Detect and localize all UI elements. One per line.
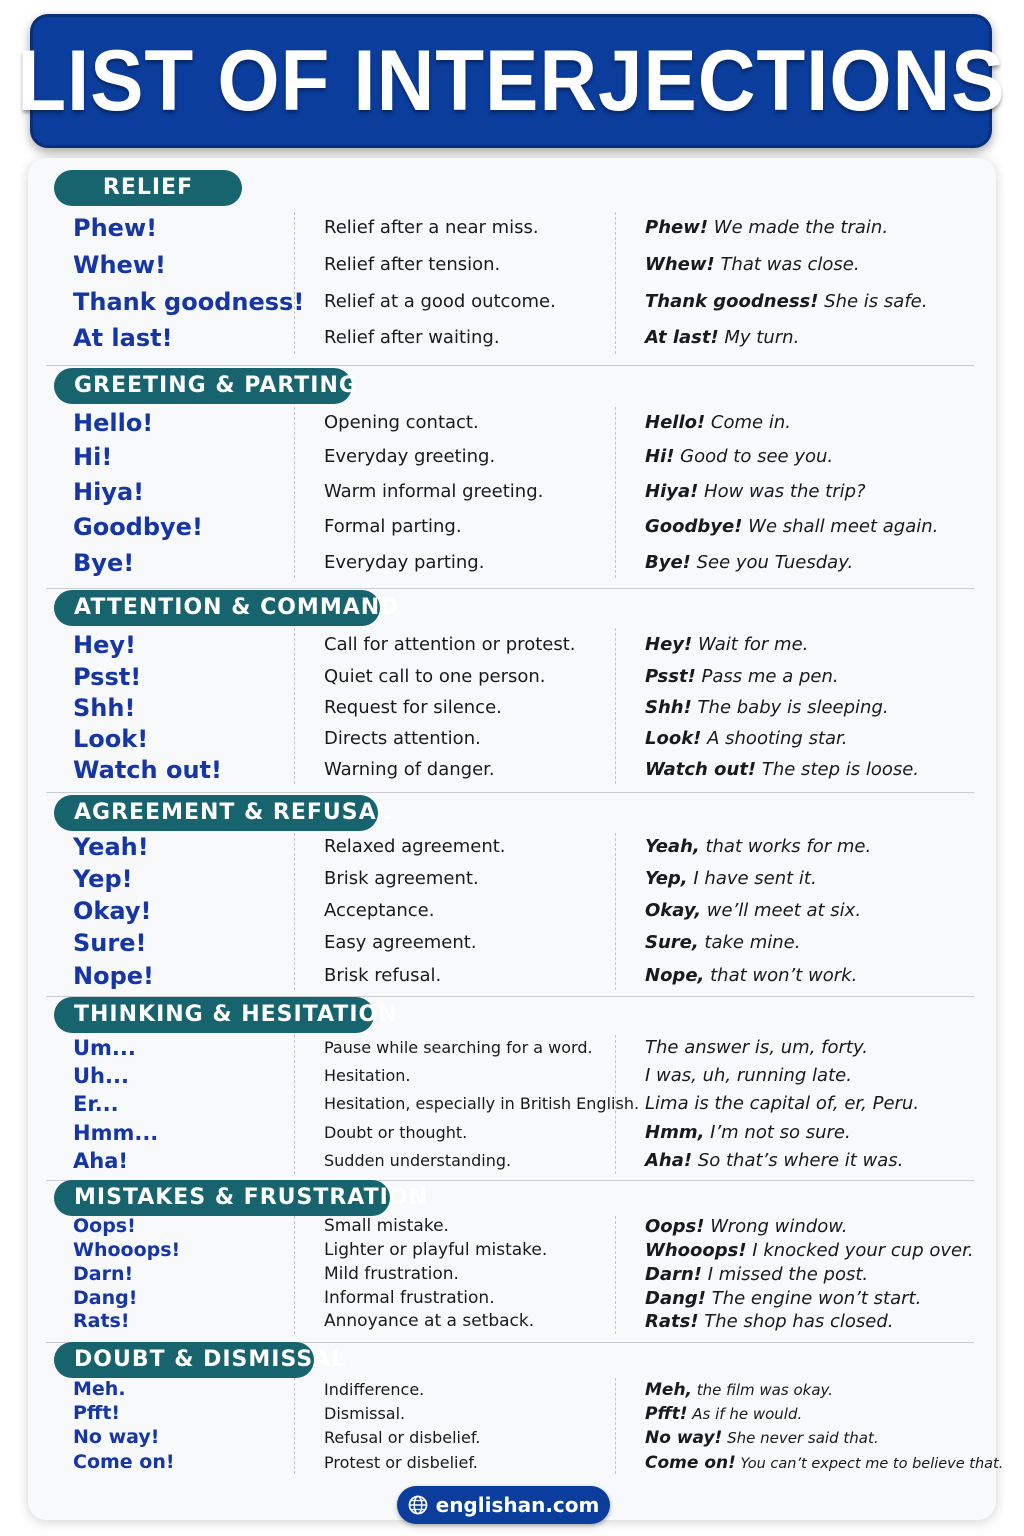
interjection-example — [645, 634, 808, 657]
example-text: Pass me a pen. — [695, 665, 839, 687]
example-keyword: Whew! — [645, 253, 715, 275]
interjection-meaning: Everyday parting. — [324, 551, 485, 573]
example-keyword: Watch out! — [645, 758, 757, 780]
interjection-word: Dang! — [73, 1287, 138, 1310]
interjection-word: Come on! — [73, 1451, 175, 1474]
column-divider — [615, 1216, 616, 1334]
column-divider — [615, 1378, 616, 1474]
example-text: My turn. — [718, 326, 800, 348]
interjection-meaning: Relief after tension. — [324, 253, 501, 275]
interjection-meaning: Brisk refusal. — [324, 964, 442, 986]
interjection-word: Pfft! — [73, 1402, 121, 1425]
interjection-example — [645, 327, 799, 350]
example-keyword: Hello! — [645, 411, 706, 433]
interjection-word: No way! — [73, 1426, 160, 1449]
interjection-word: Thank goodness! — [73, 288, 305, 317]
example-text: that works for me. — [699, 835, 872, 857]
example-text: We made the train. — [708, 216, 889, 238]
example-text: The shop has closed. — [698, 1310, 894, 1332]
example-keyword: Aha! — [645, 1149, 693, 1171]
interjection-word: Rats! — [73, 1310, 130, 1333]
section-heading: GREETING & PARTING — [54, 368, 352, 404]
section-separator — [46, 365, 974, 366]
example-text: The step is loose. — [756, 758, 920, 780]
interjection-meaning: Hesitation. — [324, 1066, 411, 1086]
interjection-example — [645, 412, 791, 435]
interjection-example — [645, 900, 861, 923]
interjection-meaning: Indifference. — [324, 1380, 425, 1400]
page-title: LIST OF INTERJECTIONS — [16, 32, 1006, 129]
example-text: Lima is the capital of, er, Peru. — [645, 1092, 920, 1114]
interjection-example — [645, 1240, 974, 1263]
interjection-word: Sure! — [73, 929, 147, 958]
interjection-word: Okay! — [73, 897, 152, 926]
interjection-example — [645, 965, 857, 988]
example-keyword: Shh! — [645, 696, 692, 718]
example-keyword: Whooops! — [645, 1239, 747, 1261]
example-text: We shall meet again. — [742, 515, 939, 537]
interjection-meaning: Call for attention or protest. — [324, 633, 576, 655]
section-separator — [46, 792, 974, 793]
interjection-word: Whooops! — [73, 1239, 181, 1262]
example-text: A shooting star. — [701, 727, 848, 749]
interjection-meaning: Doubt or thought. — [324, 1123, 468, 1143]
example-keyword: Nope, — [645, 964, 705, 986]
example-text: The engine won’t start. — [706, 1287, 922, 1309]
interjection-meaning: Opening contact. — [324, 411, 479, 433]
interjection-word: Look! — [73, 725, 149, 754]
interjection-word: Meh. — [73, 1378, 126, 1401]
example-keyword: Hiya! — [645, 480, 699, 502]
interjection-word: Um... — [73, 1035, 136, 1060]
section-heading: RELIEF — [54, 170, 242, 206]
example-text: See you Tuesday. — [690, 551, 854, 573]
interjection-example — [645, 1380, 833, 1400]
interjection-word: Aha! — [73, 1148, 128, 1173]
interjection-meaning: Everyday greeting. — [324, 445, 496, 467]
interjection-meaning: Relief at a good outcome. — [324, 290, 556, 312]
interjection-meaning: Relief after waiting. — [324, 326, 500, 348]
footer-site-link[interactable]: englishan.com — [435, 1493, 600, 1517]
interjection-meaning: Relaxed agreement. — [324, 835, 506, 857]
globe-icon — [408, 1495, 428, 1515]
column-divider — [294, 212, 295, 354]
interjection-example — [645, 1404, 802, 1424]
example-text: I missed the post. — [702, 1263, 869, 1285]
column-divider — [294, 628, 295, 784]
example-text: So that’s where it was. — [692, 1149, 904, 1171]
example-keyword: Oops! — [645, 1215, 705, 1237]
interjection-meaning: Request for silence. — [324, 696, 502, 718]
interjection-meaning: Dismissal. — [324, 1404, 406, 1424]
example-keyword: Yep, — [645, 867, 688, 889]
interjection-meaning: Sudden understanding. — [324, 1151, 512, 1171]
section-separator — [46, 588, 974, 589]
interjection-example — [645, 1428, 879, 1448]
example-keyword: Darn! — [645, 1263, 702, 1285]
interjection-example — [645, 868, 817, 891]
interjection-example — [645, 836, 871, 859]
interjection-word: Darn! — [73, 1263, 134, 1286]
example-text: The baby is sleeping. — [691, 696, 889, 718]
interjection-meaning: Brisk agreement. — [324, 867, 479, 889]
example-keyword: Meh, — [645, 1380, 693, 1401]
example-text: we’ll meet at six. — [701, 899, 862, 921]
example-keyword: No way! — [645, 1428, 723, 1449]
example-keyword: Goodbye! — [645, 515, 743, 537]
example-text: The answer is, um, forty. — [645, 1036, 868, 1058]
example-text: take mine. — [698, 931, 801, 953]
interjection-example — [645, 1311, 893, 1334]
interjection-example — [645, 1037, 868, 1060]
interjection-word: Er... — [73, 1091, 119, 1116]
interjection-word: Hi! — [73, 443, 113, 472]
example-keyword: Okay, — [645, 899, 702, 921]
interjection-meaning: Informal frustration. — [324, 1288, 495, 1309]
interjection-word: Hmm... — [73, 1120, 159, 1145]
interjection-example — [645, 552, 853, 575]
interjection-meaning: Annoyance at a setback. — [324, 1311, 535, 1332]
interjection-word: Goodbye! — [73, 513, 203, 542]
interjection-word: Hiya! — [73, 478, 145, 507]
interjection-word: Uh... — [73, 1063, 129, 1088]
example-text: She never said that. — [722, 1429, 879, 1448]
example-keyword: Psst! — [645, 665, 696, 687]
example-keyword: Look! — [645, 727, 702, 749]
interjection-word: Nope! — [73, 962, 154, 991]
interjection-meaning: Directs attention. — [324, 727, 481, 749]
example-keyword: At last! — [645, 326, 719, 348]
interjection-example — [645, 759, 919, 782]
interjection-example — [645, 1288, 921, 1311]
interjection-example — [645, 217, 888, 240]
column-divider — [294, 1216, 295, 1334]
interjection-word: Watch out! — [73, 756, 222, 785]
interjection-meaning: Small mistake. — [324, 1216, 449, 1237]
interjection-example — [645, 666, 839, 689]
interjection-word: Yep! — [73, 865, 133, 894]
example-text: I’m not so sure. — [704, 1121, 851, 1143]
interjection-example — [645, 291, 927, 314]
column-divider — [294, 407, 295, 578]
interjection-example — [645, 1150, 903, 1173]
example-text: Wrong window. — [704, 1215, 848, 1237]
example-text: She is safe. — [818, 290, 928, 312]
column-divider — [294, 1378, 295, 1474]
interjection-example — [645, 1264, 868, 1287]
example-keyword: Yeah, — [645, 835, 700, 857]
example-keyword: Bye! — [645, 551, 691, 573]
interjection-meaning: Warning of danger. — [324, 758, 495, 780]
example-text: Wait for me. — [692, 633, 809, 655]
example-text: You can’t expect me to believe that. — [735, 1456, 1004, 1473]
interjection-meaning: Lighter or playful mistake. — [324, 1240, 548, 1261]
example-text: I knocked your cup over. — [746, 1239, 974, 1261]
interjection-word: Psst! — [73, 663, 142, 692]
example-text: That was close. — [714, 253, 860, 275]
column-divider — [615, 407, 616, 578]
example-text: the film was okay. — [692, 1381, 833, 1400]
interjection-example — [645, 1453, 1003, 1474]
column-divider — [294, 1035, 295, 1174]
example-keyword: Hey! — [645, 633, 693, 655]
interjection-example — [645, 1216, 848, 1239]
interjection-word: Shh! — [73, 694, 136, 723]
title-banner — [16, 14, 1006, 148]
column-divider — [294, 833, 295, 990]
interjection-meaning: Refusal or disbelief. — [324, 1428, 481, 1448]
section-heading: MISTAKES & FRUSTRATION — [54, 1180, 390, 1216]
interjection-word: Hello! — [73, 409, 154, 438]
example-keyword: Thank goodness! — [645, 290, 819, 312]
example-text: that won’t work. — [704, 964, 858, 986]
interjection-example — [645, 1093, 919, 1116]
section-heading: AGREEMENT & REFUSAL — [54, 795, 378, 831]
section-heading: ATTENTION & COMMAND — [54, 590, 380, 626]
interjection-example — [645, 697, 889, 720]
interjection-example — [645, 516, 938, 539]
interjection-example — [645, 254, 860, 277]
footer-badge[interactable] — [397, 1486, 610, 1524]
interjection-word: Bye! — [73, 549, 135, 578]
column-divider — [615, 833, 616, 990]
example-keyword: Rats! — [645, 1310, 699, 1332]
example-text: I was, uh, running late. — [645, 1064, 852, 1086]
example-text: I have sent it. — [687, 867, 817, 889]
interjection-word: Phew! — [73, 214, 158, 243]
interjection-meaning: Warm informal greeting. — [324, 480, 544, 502]
example-keyword: Hi! — [645, 445, 675, 467]
interjection-meaning: Acceptance. — [324, 899, 435, 921]
example-keyword: Dang! — [645, 1287, 706, 1309]
column-divider — [615, 628, 616, 784]
interjection-example — [645, 481, 866, 504]
interjection-word: At last! — [73, 324, 173, 353]
interjection-meaning: Mild frustration. — [324, 1264, 459, 1285]
section-heading: THINKING & HESITATION — [54, 997, 374, 1033]
interjection-meaning: Quiet call to one person. — [324, 665, 546, 687]
interjection-example — [645, 1122, 851, 1145]
interjection-meaning: Easy agreement. — [324, 931, 477, 953]
example-text: Good to see you. — [674, 445, 834, 467]
example-keyword: Come on! — [645, 1453, 736, 1474]
interjection-meaning: Relief after a near miss. — [324, 216, 539, 238]
interjection-meaning: Hesitation, especially in British English. — [324, 1094, 640, 1114]
interjection-example — [645, 446, 833, 469]
section-heading: DOUBT & DISMISSAL — [54, 1342, 314, 1378]
interjection-word: Yeah! — [73, 833, 149, 862]
column-divider — [615, 212, 616, 354]
interjection-word: Oops! — [73, 1215, 136, 1238]
example-keyword: Phew! — [645, 216, 709, 238]
interjection-example — [645, 932, 800, 955]
interjection-word: Hey! — [73, 631, 136, 660]
example-keyword: Sure, — [645, 931, 699, 953]
interjection-example — [645, 728, 848, 751]
example-text: How was the trip? — [698, 480, 866, 502]
interjection-example — [645, 1065, 852, 1088]
interjection-meaning: Protest or disbelief. — [324, 1453, 478, 1473]
interjection-word: Whew! — [73, 251, 166, 280]
example-text: As if he would. — [687, 1405, 803, 1424]
example-keyword: Pfft! — [645, 1404, 688, 1425]
interjection-meaning: Formal parting. — [324, 515, 462, 537]
example-keyword: Hmm, — [645, 1121, 705, 1143]
example-text: Come in. — [705, 411, 791, 433]
interjection-meaning: Pause while searching for a word. — [324, 1038, 593, 1058]
